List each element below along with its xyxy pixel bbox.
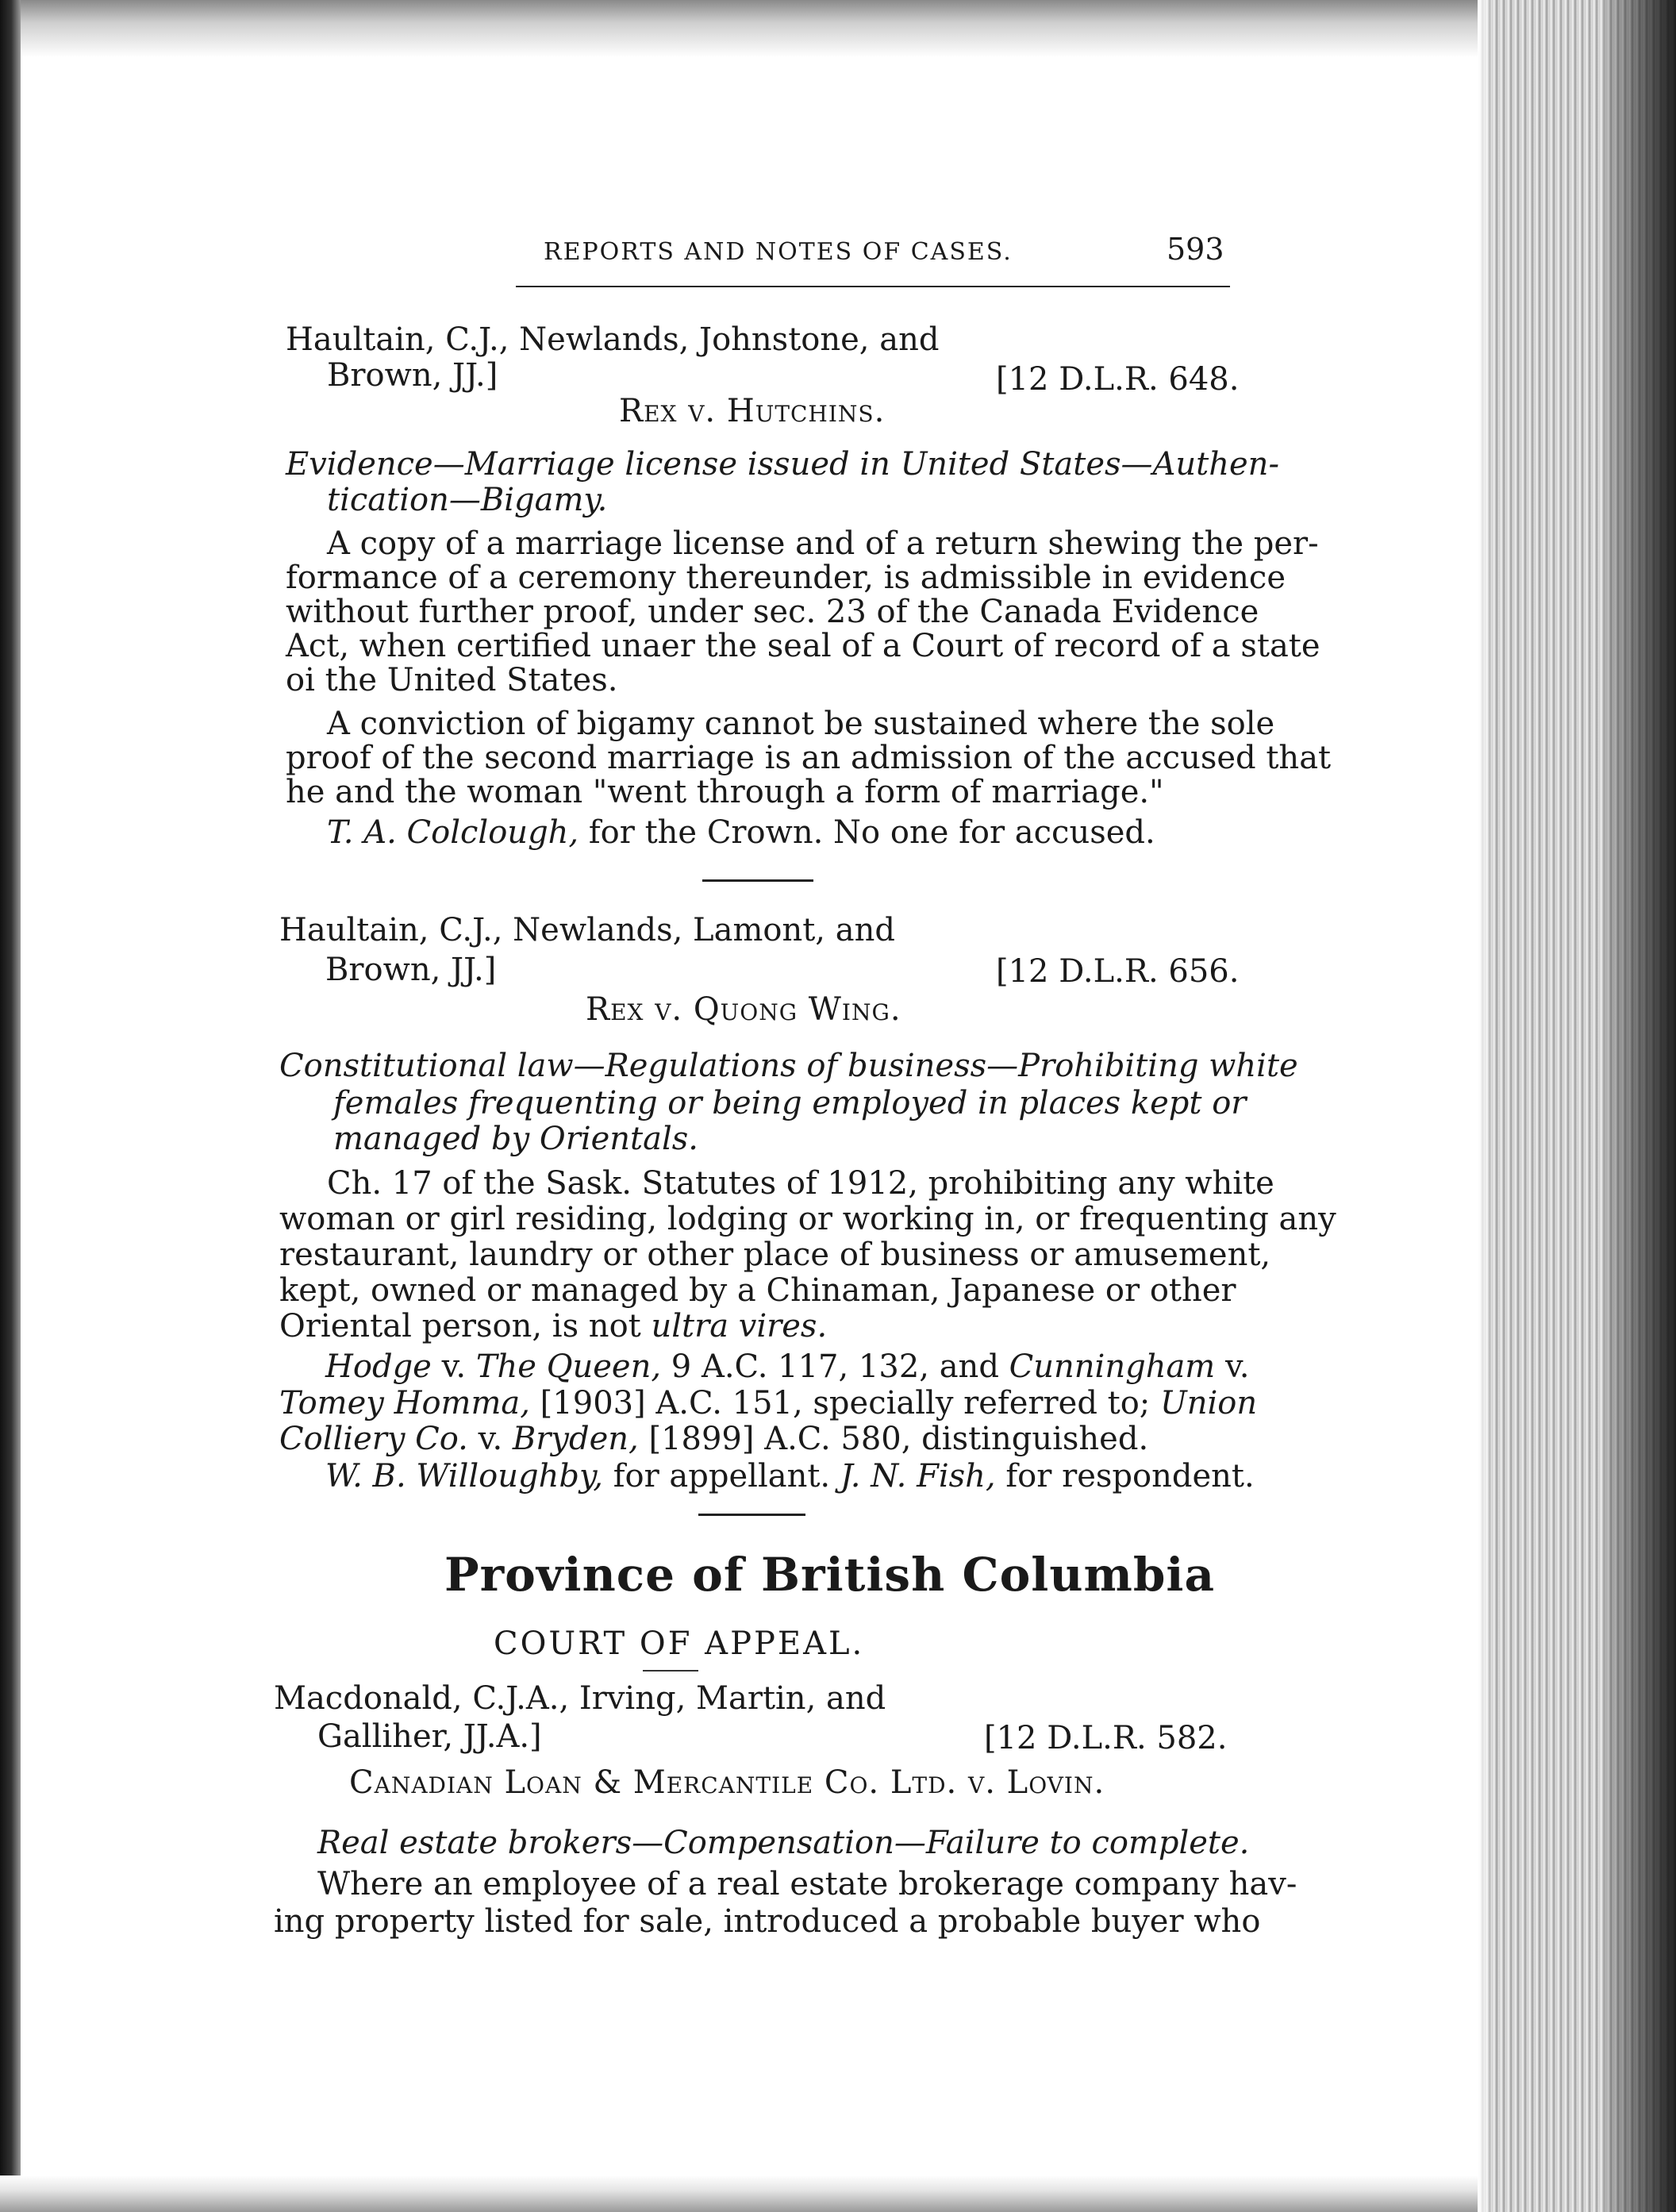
book-fore-edge [1478,0,1676,2212]
case2-headnote-line3: managed by Orientals. [333,1121,698,1157]
running-head: REPORTS AND NOTES OF CASES. [544,238,1013,266]
case3-title: Canadian Loan & Mercantile Co. Ltd. v. Lovin. [349,1764,1105,1801]
case2-judges-line2: Brown, JJ.] [325,952,497,988]
case1-para1-line1: A copy of a marriage license and of a return shewing the per- [327,525,1319,562]
case3-citation: [12 D.L.R. 582. [984,1720,1228,1756]
case2-judges-line1: Haultain, C.J., Newlands, Lamont, and [279,912,895,948]
case1-para2-line1: A conviction of bigamy cannot be sustained where the sole [327,706,1275,742]
case3-judges-line2: Galliher, JJ.A.] [317,1718,542,1755]
case1-counsel [327,815,1155,850]
case1-para1-line4: Act, when certified unaer the seal of a Court of record of a state [286,628,1320,664]
case2-para1-line3: restaurant, laundry or other place of business or amusement, [279,1237,1271,1273]
case2-counsel: W. B. Willoughby, for appellant. J. N. Fish, for respondent. [325,1458,1255,1495]
case2-title: Rex v. Quong Wing. [586,991,901,1028]
case3-para1-line1: Where an employee of a real estate brokerage company hav- [317,1866,1297,1902]
case2-para1-line1: Ch. 17 of the Sask. Statutes of 1912, prohibiting any white [327,1165,1274,1202]
case2-refs-line1: Hodge v. The Queen, 9 A.C. 117, 132, and Cunningham v. [325,1348,1250,1385]
case1-para2-line2: proof of the second marriage is an admission of the accused that [286,740,1332,776]
ultra-vires-italic: ultra vires. [651,1308,828,1345]
case1-judges-line2: Brown, JJ.] [327,357,498,394]
court-rule [643,1670,698,1672]
case2-para1-line2: woman or girl residing, lodging or working in, or frequenting any [279,1201,1336,1237]
case3-judges-line1: Macdonald, C.J.A., Irving, Martin, and [274,1680,886,1717]
case2-para1-line4: kept, owned or managed by a Chinaman, Japanese or other [279,1272,1236,1309]
case1-para1-line2: formance of a ceremony thereunder, is admissible in evidence [286,560,1286,596]
scan-shadow-top [0,0,1484,57]
section-separator [698,1514,805,1516]
case1-counsel-rest: for the Crown. No one for accused. [588,814,1155,851]
case1-judges-line1: Haultain, C.J., Newlands, Johnstone, and [286,321,940,358]
case2-citation: [12 D.L.R. 656. [996,953,1240,990]
header-rule [516,286,1230,287]
case3-headnote: Real estate brokers—Compensation—Failure to complete. [317,1825,1250,1861]
scan-shadow-left [0,0,21,2212]
case2-refs-line2: Tomey Homma, [1903] A.C. 151, specially referred to; Union [279,1385,1258,1421]
scan-shadow-bottom [0,2175,1484,2212]
court-heading: COURT OF APPEAL. [494,1625,865,1662]
case2-headnote-line2: females frequenting or being employed in places kept or [333,1085,1247,1121]
case1-para1-line5: oi the United States. [286,662,618,698]
case1-citation: [12 D.L.R. 648. [996,361,1240,398]
page-number: 593 [1167,232,1224,267]
case1-title: Rex v. Hutchins. [619,393,886,429]
case1-counsel-name: T. A. Colclough, [327,814,579,851]
case1-para2-line3: he and the woman "went through a form of marriage." [286,774,1164,810]
province-heading: Province of British Columbia [444,1548,1216,1602]
case1-headnote-line1: Evidence—Marriage license issued in United States—Authen- [286,446,1279,483]
case-separator [702,879,813,882]
case2-para1-line5: Oriental person, is not ultra vires. [279,1308,828,1345]
case1-para1-line3: without further proof, under sec. 23 of the Canada Evidence [286,594,1259,630]
case3-para1-line2: ing property listed for sale, introduced a probable buyer who [274,1903,1261,1940]
case2-headnote-line1: Constitutional law—Regulations of business—Prohibiting white [279,1048,1298,1084]
case2-refs-line3: Colliery Co. v. Bryden, [1899] A.C. 580, distinguished. [279,1421,1149,1457]
case1-headnote-line2: tication—Bigamy. [327,482,608,518]
